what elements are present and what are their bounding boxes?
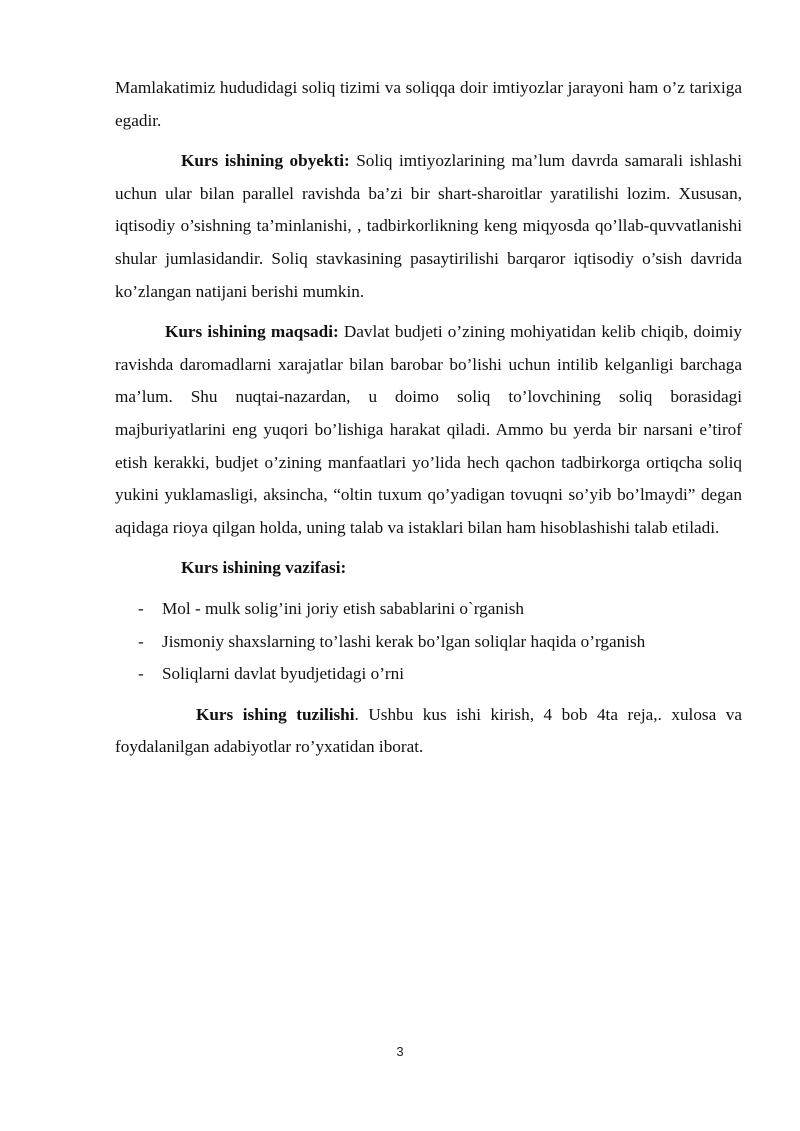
list-item: [115, 658, 742, 691]
tuzilishi-heading: Kurs ishing tuzilishi: [196, 704, 355, 724]
obyekt-text: Soliq imtiyozlarining ma’lum davrda samarali ishlashi uchun ular bilan parallel ravishda ba’zi bir shart-sharoitlar yaratilishi lozim. Xususan, iqtisodiy o’sishning ta’minlanishi, , tadbirkorlikning keng miqyosda qo’llab-quvvatlanishi shular jumlasidandir. Soliq stavkasining pasaytirilishi barqaror iqtisodiy o’sish davrida ko’zlangan natijani berishi mumkin.: [115, 151, 743, 301]
tasks-list: [115, 593, 742, 691]
list-item: [115, 593, 742, 626]
obyekt-heading: Kurs ishining obyekti:: [181, 151, 350, 171]
maqsad-text: Davlat budjeti o’zining mohiyatidan kelib chiqib, doimiy ravishda daromadlarni xarajatlar bilan barobar bo’lishi uchun intilib kelganligi barchaga ma’lum. Shu nuqtai-nazardan, u doimo soliq to’lovchining soliq borasidagi majburiyatlarini eng yuqori bo’lishiga harakat qiladi. Ammo bu yerda bir narsani e’tirof etish kerakki, budjet o’zining manfaatlari yo’lida hech qachon tadbirkorga ortiqcha soliq yukini yuklamasligi, aksincha, “oltin tuxum qo’yadigan tovuqni so’yib bo’lmaydi” degan aqidaga rioya qilgan holda, uning talab va istaklari bilan ham hisoblashishi talab etiladi.: [115, 322, 743, 537]
intro-paragraph: Mamlakatimiz hududidagi soliq tizimi va soliqqa doir imtiyozlar jarayoni ham o’z tarixiga egadir.: [115, 78, 742, 130]
list-item: [115, 626, 742, 659]
list-item-text: Soliqlarni davlat byudjetidagi o’rni: [162, 664, 405, 684]
maqsad-heading: Kurs ishining maqsadi:: [165, 322, 339, 342]
document-body: [115, 72, 742, 764]
tuzilishi-text: . Ushbu kus ishi kirish, 4 bob 4ta reja,. xulosa va foydalanilgan adabiyotlar ro’yxatidan iborat.: [115, 704, 742, 757]
list-dash: -: [138, 598, 144, 618]
list-dash: -: [138, 631, 144, 651]
tuzilishi-paragraph: [115, 699, 742, 764]
list-item-text: Mol - mulk solig’ini joriy etish sabablarini o`rganish: [162, 598, 525, 618]
vazifasi-heading: Kurs ishining vazifasi:: [181, 558, 347, 578]
list-item-text: Jismoniy shaxslarning to’lashi kerak bo’lgan soliqlar haqida o’rganish: [162, 631, 646, 651]
page-number: 3: [396, 1044, 404, 1059]
obyekt-paragraph: [115, 145, 742, 308]
list-dash: -: [138, 664, 144, 684]
maqsad-paragraph: [115, 316, 742, 544]
